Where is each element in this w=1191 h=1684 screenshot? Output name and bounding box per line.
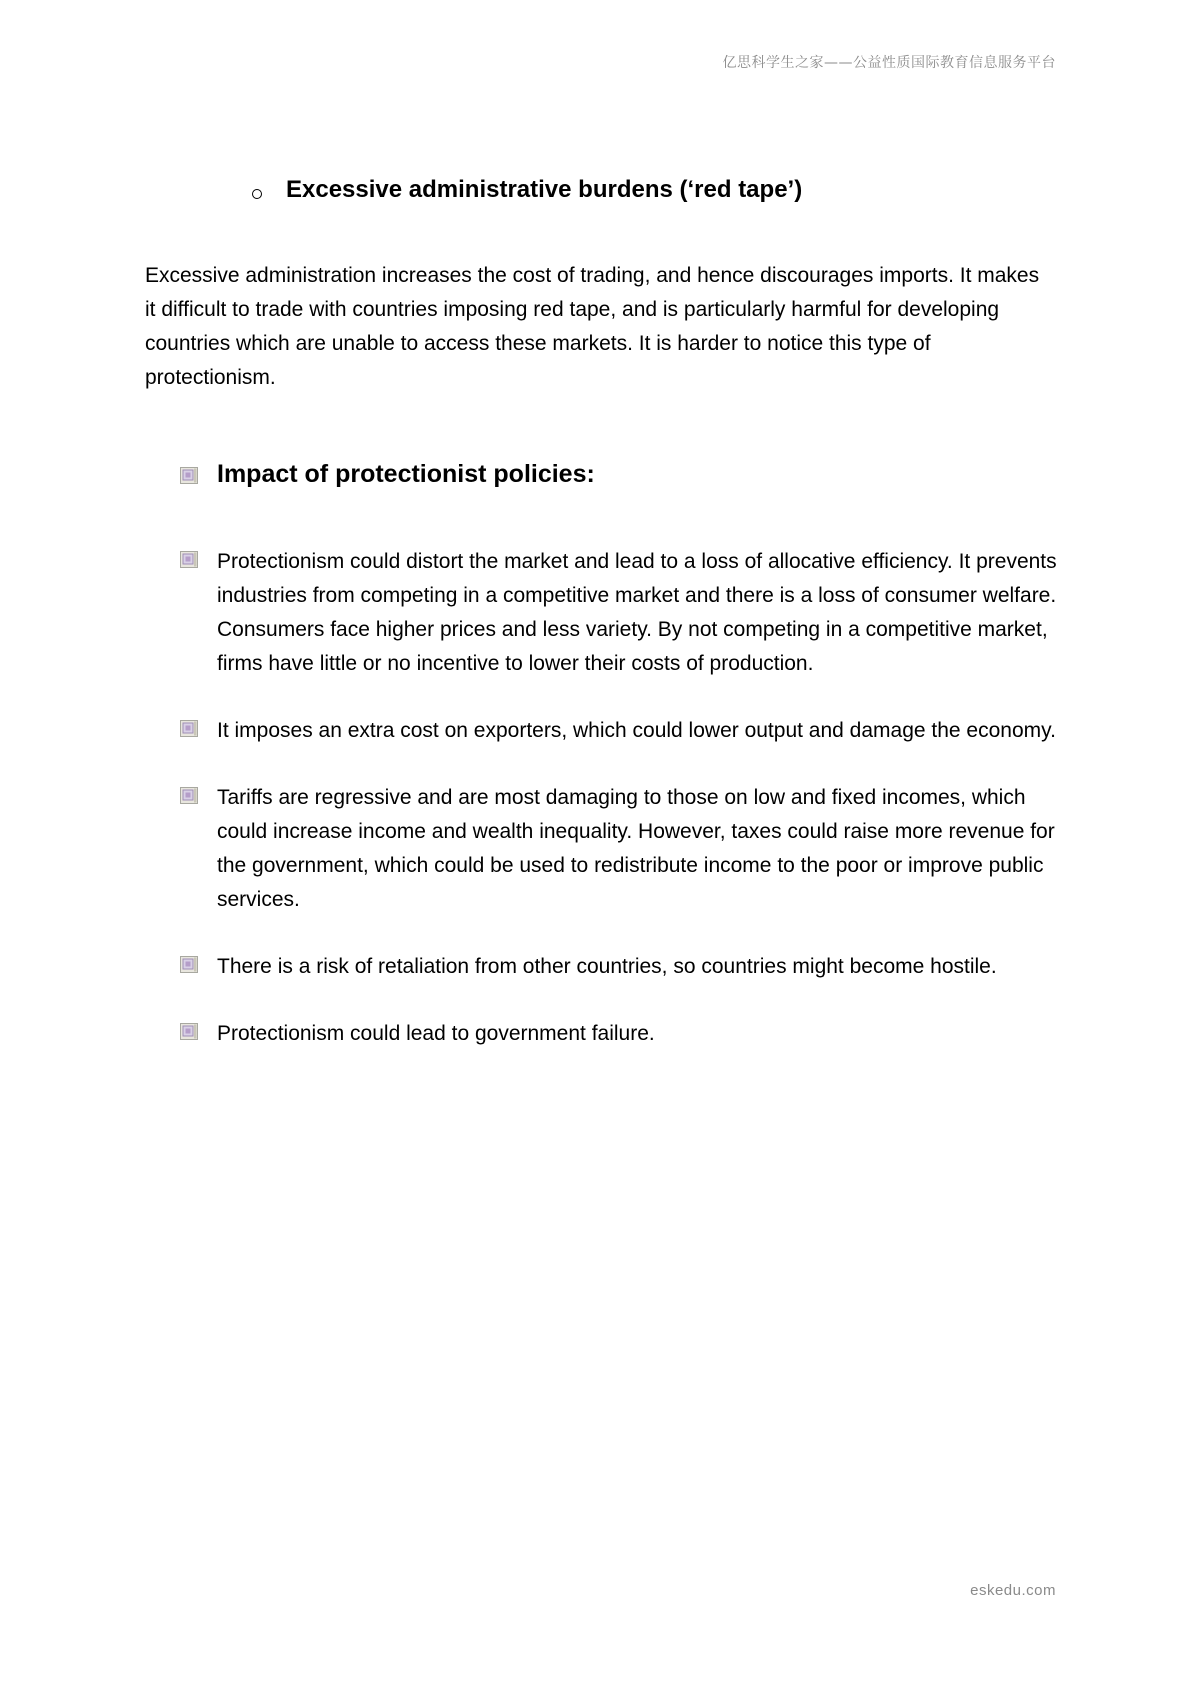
section-heading-text: Excessive administrative burdens (‘red tape’) (286, 176, 803, 203)
page-footer: eskedu.com (970, 1582, 1056, 1599)
list-item (180, 950, 1060, 984)
section-heading (252, 176, 802, 204)
list-item-text: Tariffs are regressive and are most damaging to those on low and fixed incomes, which could increase income and wealth inequality. However, taxes could raise more revenue for the government, which could be used to redistribute income to the poor or improve public services. (217, 786, 1055, 911)
page-header: 亿思科学生之家——公益性质国际教育信息服务平台 (722, 55, 1056, 71)
framed-square-bullet-icon (180, 467, 198, 484)
impact-heading-text: Impact of protectionist policies: (217, 460, 595, 488)
list-item-text: Protectionism could lead to government failure. (217, 1022, 655, 1045)
hollow-circle-bullet-icon (252, 189, 262, 199)
list-item-text: It imposes an extra cost on exporters, which could lower output and damage the economy. (217, 719, 1056, 742)
list-item (180, 714, 1060, 748)
intro-paragraph: Excessive administration increases the cost of trading, and hence discourages imports. It makes it difficult to trade with countries imposing red tape, and is particularly harmful for developing countries which are unable to access these markets. It is harder to notice this type of protectionism. (145, 264, 1040, 389)
list-item-text: There is a risk of retaliation from other countries, so countries might become hostile. (217, 955, 997, 978)
framed-square-bullet-icon (180, 956, 198, 973)
list-item (180, 1017, 1060, 1051)
list-item-text: Protectionism could distort the market and lead to a loss of allocative efficiency. It prevents industries from competing in a competitive market and there is a loss of consumer welfare. Consumers face higher prices and less variety. By not competing in a competitive market, firms have little or no incentive to lower their costs of production. (217, 550, 1057, 675)
list-item (180, 781, 1060, 917)
framed-square-bullet-icon (180, 1023, 198, 1040)
framed-square-bullet-icon (180, 551, 198, 568)
framed-square-bullet-icon (180, 720, 198, 737)
impact-heading (180, 460, 1040, 489)
list-item (180, 545, 1060, 681)
framed-square-bullet-icon (180, 787, 198, 804)
impact-bullet-list (180, 545, 1060, 1084)
